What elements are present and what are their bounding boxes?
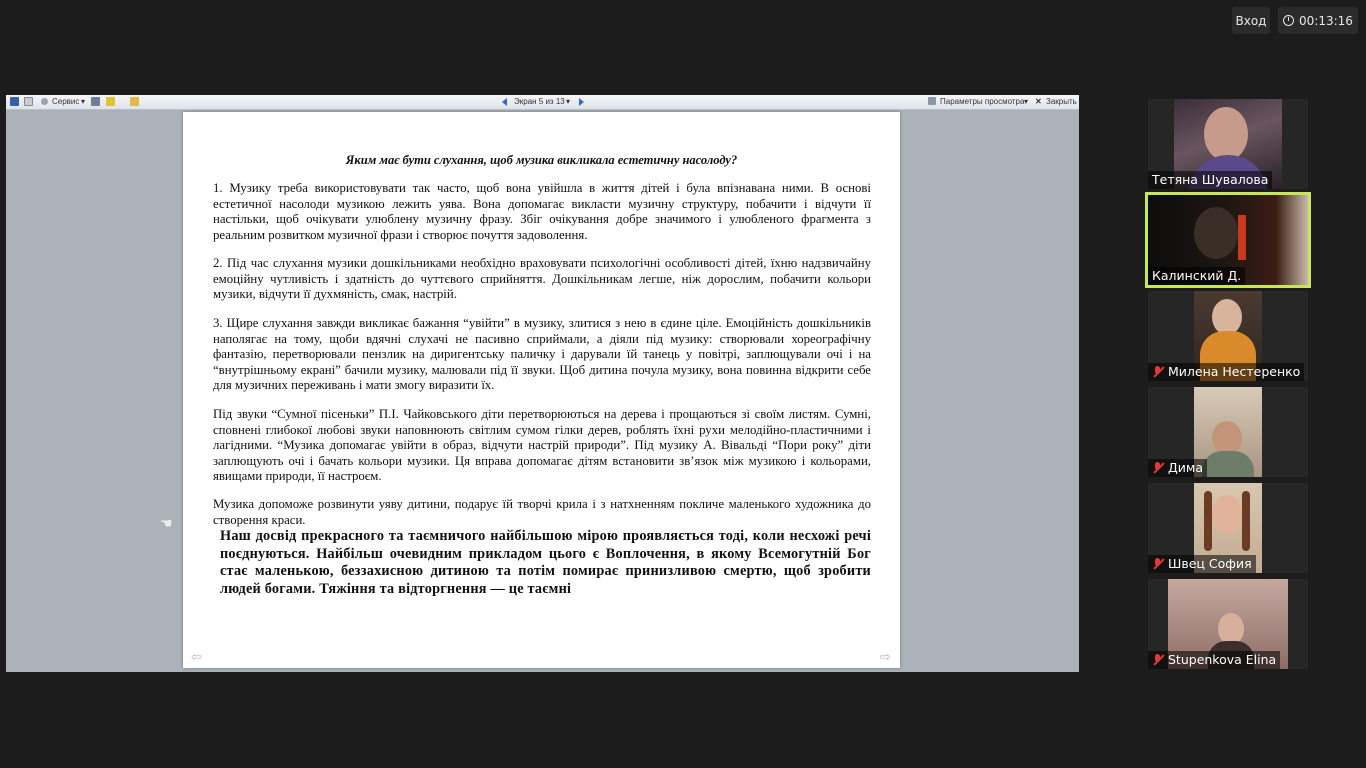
muted-mic-icon bbox=[1152, 654, 1164, 666]
save-icon[interactable] bbox=[10, 97, 19, 106]
participant-name-tag: Дима bbox=[1148, 459, 1207, 477]
next-page-arrow-icon[interactable]: ⇨ bbox=[880, 650, 891, 665]
service-menu[interactable]: Сервис bbox=[52, 97, 80, 106]
timer-text: 00:13:16 bbox=[1299, 13, 1353, 28]
close-button[interactable]: Закрыть bbox=[1046, 97, 1077, 106]
participant-tile[interactable] bbox=[1148, 579, 1308, 669]
participant-tile[interactable] bbox=[1148, 387, 1308, 477]
paragraph-3: 3. Щире слухання завжди викликає бажання “увійти” в музику, злитися з нею в єдине ціле. Емоційність дошкільників наполягає на тому, щоби вдячні слухачі не пасивно сприймали, а діяли під музику: створювали хореографічну фантазію, перетворювали пензлик на диригентську паличку і дарували їй танець у повітрі, заплющували очі і на “внутрішньому екрані” бачили музику, малювали під її звуки. Щоб дитина почула музику, вона повинна відкрити себе для музичних переживань і мати змогу виразити їх. bbox=[213, 316, 871, 392]
paragraph-1: 1. Музику треба використовувати так часто, щоб вона увійшла в життя дітей і була впізнавана ними. В основі естетичної насолоди музикою лежить уява. Вона допомагає викласти музичну структуру, побачити і відчути її настільки, щоб очікувати улюблену музичну фразу. Збіг очікування добре значимого і улюбленого фрагмента з реальним розвитком музичної фрази і створює почуття задоволення. bbox=[213, 181, 871, 242]
participant-name-tag: Калинский Д. bbox=[1148, 267, 1245, 285]
prev-screen-icon[interactable] bbox=[502, 98, 507, 106]
document-page bbox=[183, 112, 900, 668]
tools-icon[interactable] bbox=[91, 97, 100, 106]
view-params-menu[interactable]: Параметры просмотра bbox=[940, 97, 1025, 106]
paragraph-2: 2. Під час слухання музики дошкільниками необхідно враховувати психологічні особливості дітей, їхню надзвичайну емоційну чутливість і здатність до чуттєвого сприйняття. Дошкільникам легше, ніж дорослим, побачити кольори музики, відчути її духмяність, смак, настрій. bbox=[213, 256, 871, 301]
print-icon[interactable] bbox=[24, 97, 33, 106]
meeting-timer bbox=[1278, 7, 1358, 34]
hand-cursor-icon: ☚ bbox=[160, 516, 173, 532]
view-icon bbox=[928, 97, 936, 105]
participant-name-tag: Милена Нестеренко bbox=[1148, 363, 1304, 381]
paragraph-4: Під звуки “Сумної пісеньки” П.І. Чайковського діти перетворюються на дерева і прощаються зі своїм листям. Сумні, сповнені глибокої любові звуки наповнюють світлим сумом гілки дерев, роблять їхні рухи мелодійно-пластичними і лагідними. “Музика допомагає увійти в образ, відчути настрій природи”. Під музику А. Вівальді “Пори року” діти заплющують очі і бачать кольори музики. Ця вправа допомагає дітям встановити зв’язок між музикою і кольорами, явищами природи, її настроєм. bbox=[213, 407, 871, 483]
screen-counter[interactable]: Экран 5 из 13 bbox=[514, 97, 565, 106]
participant-tile[interactable] bbox=[1148, 99, 1308, 189]
paragraph-5: Музика допоможе розвинути уяву дитини, подарує їй творчі крила і з натхненням покличе маленького художника до створення краси. bbox=[213, 497, 871, 527]
chevron-down-icon: ▾ bbox=[81, 97, 86, 106]
clock-icon bbox=[1283, 15, 1294, 26]
muted-mic-icon bbox=[1152, 366, 1164, 378]
muted-mic-icon bbox=[1152, 558, 1164, 570]
participant-tile-active[interactable] bbox=[1148, 195, 1308, 285]
participant-name-tag: Тетяна Шувалова bbox=[1148, 171, 1272, 189]
bold-paragraph: Наш досвід прекрасного та таємничого найбільшою мірою проявляється тоді, коли несхожі речі поєднуються. Найбільш очевидним прикладом цього є Воплочення, в якому Всемогутній Бог стає маленькою, беззахисною дитиною та потім помирає принизливою смертю, щоб зробити людей богами. Тяжіння та відторгнення — це таємні bbox=[220, 528, 871, 597]
participant-tile[interactable] bbox=[1148, 291, 1308, 381]
participant-name-tag: Швец София bbox=[1148, 555, 1256, 573]
gear-icon[interactable] bbox=[41, 98, 48, 105]
next-screen-icon[interactable] bbox=[579, 98, 584, 106]
document-title: Яким має бути слухання, щоб музика викликала естетичну насолоду? bbox=[345, 153, 738, 167]
chevron-down-icon: ▾ bbox=[1024, 97, 1029, 106]
close-icon[interactable]: ✕ bbox=[1035, 97, 1042, 106]
participant-name-tag: Stupenkova Elina bbox=[1148, 651, 1280, 669]
highlight-icon[interactable] bbox=[106, 97, 115, 106]
prev-page-arrow-icon[interactable]: ⇦ bbox=[191, 650, 202, 665]
shared-screen bbox=[6, 95, 1079, 672]
participant-tile[interactable] bbox=[1148, 483, 1308, 573]
folder-icon[interactable] bbox=[130, 97, 139, 106]
chevron-down-icon: ▾ bbox=[566, 97, 571, 106]
login-button[interactable]: Вход bbox=[1232, 7, 1270, 34]
muted-mic-icon bbox=[1152, 462, 1164, 474]
reader-toolbar bbox=[6, 95, 1079, 110]
